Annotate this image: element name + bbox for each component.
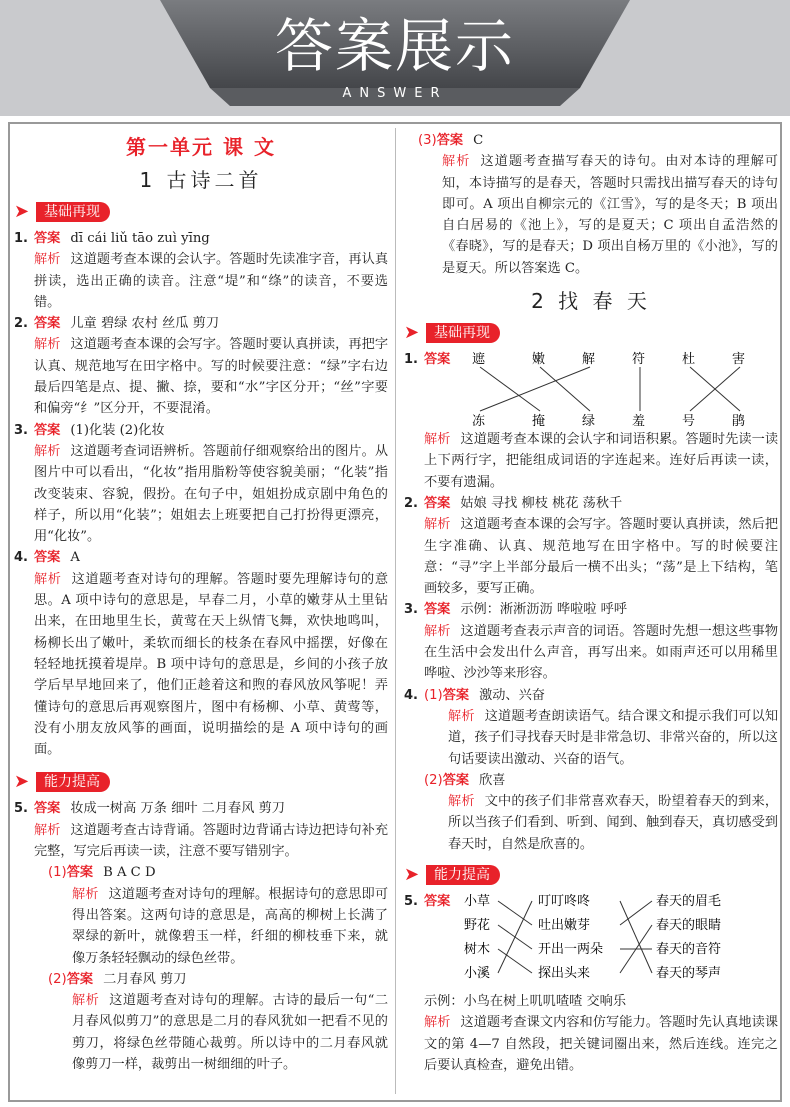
section-arrow-icon: ➤ bbox=[14, 771, 30, 793]
match-line bbox=[620, 901, 652, 973]
question-2 bbox=[14, 313, 388, 419]
section-arrow-icon: ➤ bbox=[14, 201, 30, 222]
section-header bbox=[14, 200, 388, 224]
section-label: 基础再现 bbox=[426, 323, 500, 343]
left-column bbox=[14, 130, 388, 1075]
question-1 bbox=[14, 228, 388, 313]
analysis-label: 解析 bbox=[424, 623, 451, 639]
subject-word: 野花 bbox=[464, 918, 491, 934]
answer-text: 儿童 碧绿 农村 丝瓜 剪刀 bbox=[70, 316, 220, 332]
answer-text: B A C D bbox=[103, 865, 156, 881]
analysis-text: 这道题考查对诗句的理解。答题时要先理解诗句的意思。A 项中诗句的意思是，早春二月，小草的嫩芽从土里钻出来，在田地里生长，黄莺在天上纵情飞舞，欢快地鸣叫，杨柳长出了嫩叶，柔软而细长的枝条在春风中摇摆，好像在轻轻地抚摸着堤岸。B 项中诗句的意思是，乡间的小孩子放学后早早地回来了，他们正趁着这和煦的春风放风筝呢！弄懂诗句的意思后再观察图片，图中有杨柳、小草、黄莺等，没有小朋友放风筝的画面，说明描绘的是 A 项中诗句的画面。 bbox=[34, 571, 389, 758]
answer-text: 激动、兴奋 bbox=[479, 687, 545, 703]
action-phrase: 吐出嫩芽 bbox=[538, 918, 591, 934]
section-header bbox=[404, 863, 778, 887]
match-line bbox=[540, 367, 590, 411]
bottom-char: 鹃 bbox=[732, 414, 746, 430]
section-arrow-icon: ➤ bbox=[404, 322, 420, 344]
analysis-text: 这道题考查表示声音的词语。答题时先想一想这些事物在生活中会发出什么声音，再写出来。如雨声还可以用稀里哗啦、沙沙等来形容。 bbox=[424, 623, 779, 682]
answer-label: 答案 bbox=[66, 971, 94, 987]
answer-text: 姑娘 寻找 柳枝 桃花 荡秋千 bbox=[460, 495, 623, 511]
section-header bbox=[404, 321, 778, 345]
answer-label: 答案 bbox=[34, 231, 61, 246]
bottom-char: 掩 bbox=[532, 414, 546, 430]
question-2 bbox=[404, 493, 778, 599]
answer-label: 答案 bbox=[424, 352, 451, 368]
lesson-title: 1 古诗二首 bbox=[139, 168, 263, 192]
match-line bbox=[498, 901, 532, 973]
subject-word: 树木 bbox=[464, 942, 491, 958]
analysis-text: 这道题考查本课的会认字。答题时先读准字音，再认真拼读，选出正确的读音。注意“堤”和“绦”的读音，不要选错。 bbox=[34, 252, 389, 310]
matching-lines bbox=[464, 891, 774, 991]
question-number: 1. bbox=[404, 352, 418, 368]
question-3 bbox=[14, 420, 388, 548]
analysis-label: 解析 bbox=[72, 993, 100, 1009]
section-label: 能力提高 bbox=[426, 865, 500, 885]
analysis-label: 解析 bbox=[34, 443, 61, 459]
action-phrase: 叮叮咚咚 bbox=[538, 894, 591, 910]
bottom-char: 号 bbox=[682, 414, 696, 430]
answer-label: 答案 bbox=[34, 550, 61, 566]
analysis-label: 解析 bbox=[424, 432, 451, 448]
answer-text: C bbox=[473, 133, 484, 148]
metaphor-phrase: 春天的音符 bbox=[656, 942, 722, 958]
answer-text: 示例：淅淅沥沥 哗啦啦 呼呼 bbox=[460, 602, 628, 618]
section-label: 能力提高 bbox=[36, 772, 110, 792]
analysis-text: 这道题考查词语辨析。答题前仔细观察给出的图片。从图片中可以看出，“化妆”指用脂粉等使容貌美丽；“化装”指改变装束、容貌，假扮。在句子中，姐姐扮成京剧中角色的样子，所以用“化装”；姐姐去上班要把自己打扮得更漂亮，用“化妆”。 bbox=[34, 443, 389, 545]
analysis-text: 文中的孩子们非常喜欢春天，盼望着春天的到来，所以当孩子们看到、听到、闻到、触到春天，真切感受到春天时，自然是欣喜的。 bbox=[448, 794, 779, 852]
analysis-text: 这道题考查朗读语气。结合课文和提示我们可以知道，孩子们寻找春天时是非常急切、非常兴奋的，所以这句话要读出激动、兴奋的语气。 bbox=[448, 708, 779, 767]
action-phrase: 开出一两朵 bbox=[538, 942, 604, 958]
example-text: 示例：小鸟在树上叽叽喳喳 交响乐 bbox=[424, 994, 627, 1010]
question-number: 3. bbox=[404, 602, 418, 618]
match-line bbox=[480, 367, 540, 411]
bottom-char: 绿 bbox=[582, 414, 596, 430]
banner-subtitle: ANSWER bbox=[342, 86, 448, 101]
question-4 bbox=[14, 547, 388, 760]
analysis-label: 解析 bbox=[442, 154, 471, 170]
question-1 bbox=[404, 349, 778, 493]
top-char: 嫩 bbox=[532, 352, 546, 368]
analysis-label: 解析 bbox=[448, 794, 475, 810]
question-number: 4. bbox=[404, 687, 418, 703]
top-char: 害 bbox=[732, 352, 746, 368]
answer-label: 答案 bbox=[34, 316, 61, 332]
unit-title: 第一单元 课 文 bbox=[126, 135, 276, 159]
question-number: 1. bbox=[14, 231, 28, 246]
analysis-text: 这道题考查本课的会认字和词语积累。答题时先读一读上下两行字，把能组成词语的字连起来。连好后再读一读，不要有遗漏。 bbox=[424, 432, 779, 490]
top-char: 杜 bbox=[682, 352, 696, 368]
top-char: 符 bbox=[632, 352, 646, 368]
question-number: 3. bbox=[14, 422, 28, 438]
match-line bbox=[498, 949, 532, 973]
analysis-text: 这道题考查课文内容和仿写能力。答题时先认真地读课文的第 4—7 自然段，把关键词圈出来，然后连线。连完之后要认真检查，避免出错。 bbox=[424, 1015, 779, 1073]
matching-lines bbox=[468, 349, 768, 429]
matching-diagram bbox=[424, 349, 778, 429]
analysis-text: 这道题考查本课的会写字。答题时要认真拼读，然后把生字准确、认真、规范地写在田字格中。写的时候要注意：“寻”字上半部分最后一横不出头；“荡”是上下结构，笔画较多，要写正确。 bbox=[424, 517, 779, 597]
bottom-char: 羞 bbox=[632, 414, 646, 430]
answer-label: 答案 bbox=[442, 772, 470, 788]
top-char: 解 bbox=[582, 352, 596, 368]
right-column bbox=[404, 130, 778, 1076]
answer-label: 答案 bbox=[442, 687, 470, 703]
analysis-label: 解析 bbox=[72, 886, 99, 902]
answer-label: 答案 bbox=[34, 801, 61, 817]
analysis-label: 解析 bbox=[34, 571, 62, 587]
analysis-text: 这道题考查本课的会写字。答题时要认真拼读，再把字认真、规范地写在田字格中。写的时候要注意：“绿”字右边最后四笔是点、提、撇、捺，要和“水”字区分开；“丝”字要和偏旁“纟”区分开，不要混淆。 bbox=[34, 337, 389, 417]
match-line bbox=[498, 901, 532, 925]
sub-question-tag: (1) bbox=[424, 687, 443, 703]
question-number: 5. bbox=[404, 894, 418, 910]
answer-text: dī cái liǔ tāo zuì yīng bbox=[70, 231, 210, 246]
metaphor-phrase: 春天的琴声 bbox=[656, 966, 722, 982]
sub-question-tag: (2) bbox=[48, 971, 67, 987]
bottom-char: 冻 bbox=[472, 414, 486, 430]
answer-label: 答案 bbox=[66, 865, 94, 881]
question-5 bbox=[14, 798, 388, 1075]
sub-question-tag: (2) bbox=[424, 772, 443, 788]
question-5 bbox=[404, 891, 778, 1076]
question-3 bbox=[404, 599, 778, 684]
analysis-text: 这道题考查古诗背诵。答题时边背诵古诗边把诗句补充完整，写完后再读一读，注意不要写错别字。 bbox=[34, 822, 389, 860]
analysis-label: 解析 bbox=[34, 337, 61, 353]
question-4 bbox=[404, 685, 778, 855]
answer-text: 妆成一树高 万条 细叶 二月春风 剪刀 bbox=[70, 801, 285, 817]
analysis-text: 这道题考查描写春天的诗句。由对本诗的理解可知，本诗描写的是春天，答题时只需找出描写春天的诗句即可。A 项出自柳宗元的《江雪》，写的是冬天；B 项出自白居易的《池上》，写的是夏天；C 项出自孟浩然的《春晓》，写的是春天；D 项出自杨万里的《小池》，写的是夏天。所以答案选 C。 bbox=[442, 154, 778, 276]
metaphor-phrase: 春天的眼睛 bbox=[656, 918, 722, 934]
action-phrase: 探出头来 bbox=[538, 966, 591, 982]
subject-word: 小溪 bbox=[464, 966, 491, 982]
metaphor-phrase: 春天的眉毛 bbox=[656, 894, 722, 910]
answer-label: 答案 bbox=[424, 894, 451, 910]
analysis-label: 解析 bbox=[448, 708, 475, 724]
analysis-label: 解析 bbox=[424, 517, 451, 533]
answer-label: 答案 bbox=[424, 602, 451, 618]
question-number: 2. bbox=[404, 495, 418, 511]
sub-question-tag: (3) bbox=[418, 133, 437, 148]
answer-text: 二月春风 剪刀 bbox=[103, 971, 187, 987]
answer-text: 欣喜 bbox=[479, 772, 506, 788]
top-char: 遮 bbox=[472, 352, 486, 368]
answer-label: 答案 bbox=[424, 495, 451, 511]
question-number: 5. bbox=[14, 801, 28, 817]
analysis-label: 解析 bbox=[424, 1015, 451, 1031]
lesson-title: 2 找 春 天 bbox=[531, 289, 651, 314]
analysis-label: 解析 bbox=[34, 822, 61, 838]
header-banner bbox=[0, 0, 790, 116]
column-divider bbox=[395, 128, 396, 1094]
section-arrow-icon: ➤ bbox=[404, 864, 420, 886]
match-line bbox=[480, 367, 590, 411]
answer-text: A bbox=[70, 550, 80, 566]
question-number: 4. bbox=[14, 550, 28, 566]
answer-label: 答案 bbox=[34, 422, 61, 438]
question-number: 2. bbox=[14, 316, 28, 332]
matching-diagram bbox=[424, 891, 778, 991]
subject-word: 小草 bbox=[464, 894, 491, 910]
analysis-label: 解析 bbox=[34, 252, 61, 268]
section-header bbox=[14, 770, 388, 794]
answer-text: (1)化装 (2)化妆 bbox=[70, 422, 165, 438]
section-label: 基础再现 bbox=[36, 202, 110, 222]
analysis-text: 这道题考查对诗句的理解。古诗的最后一句“二月春风似剪刀”的意思是二月的春风犹如一把看不见的剪刀，将绿色丝带随心裁剪。所以诗中的二月春风就像剪刀一样，裁剪出一树细细的叶子。 bbox=[72, 993, 389, 1072]
answer-label: 答案 bbox=[436, 133, 464, 148]
analysis-text: 这道题考查对诗句的理解。根据诗句的意思即可得出答案。这两句诗的意思是，高高的柳树上长满了翠绿的新叶，就像碧玉一样，纤细的柳枝垂下来，就像万条轻轻飘动的绿色丝带。 bbox=[72, 886, 389, 966]
sub-question-tag: (1) bbox=[48, 865, 67, 881]
banner-title: 答案展示 bbox=[274, 12, 515, 80]
